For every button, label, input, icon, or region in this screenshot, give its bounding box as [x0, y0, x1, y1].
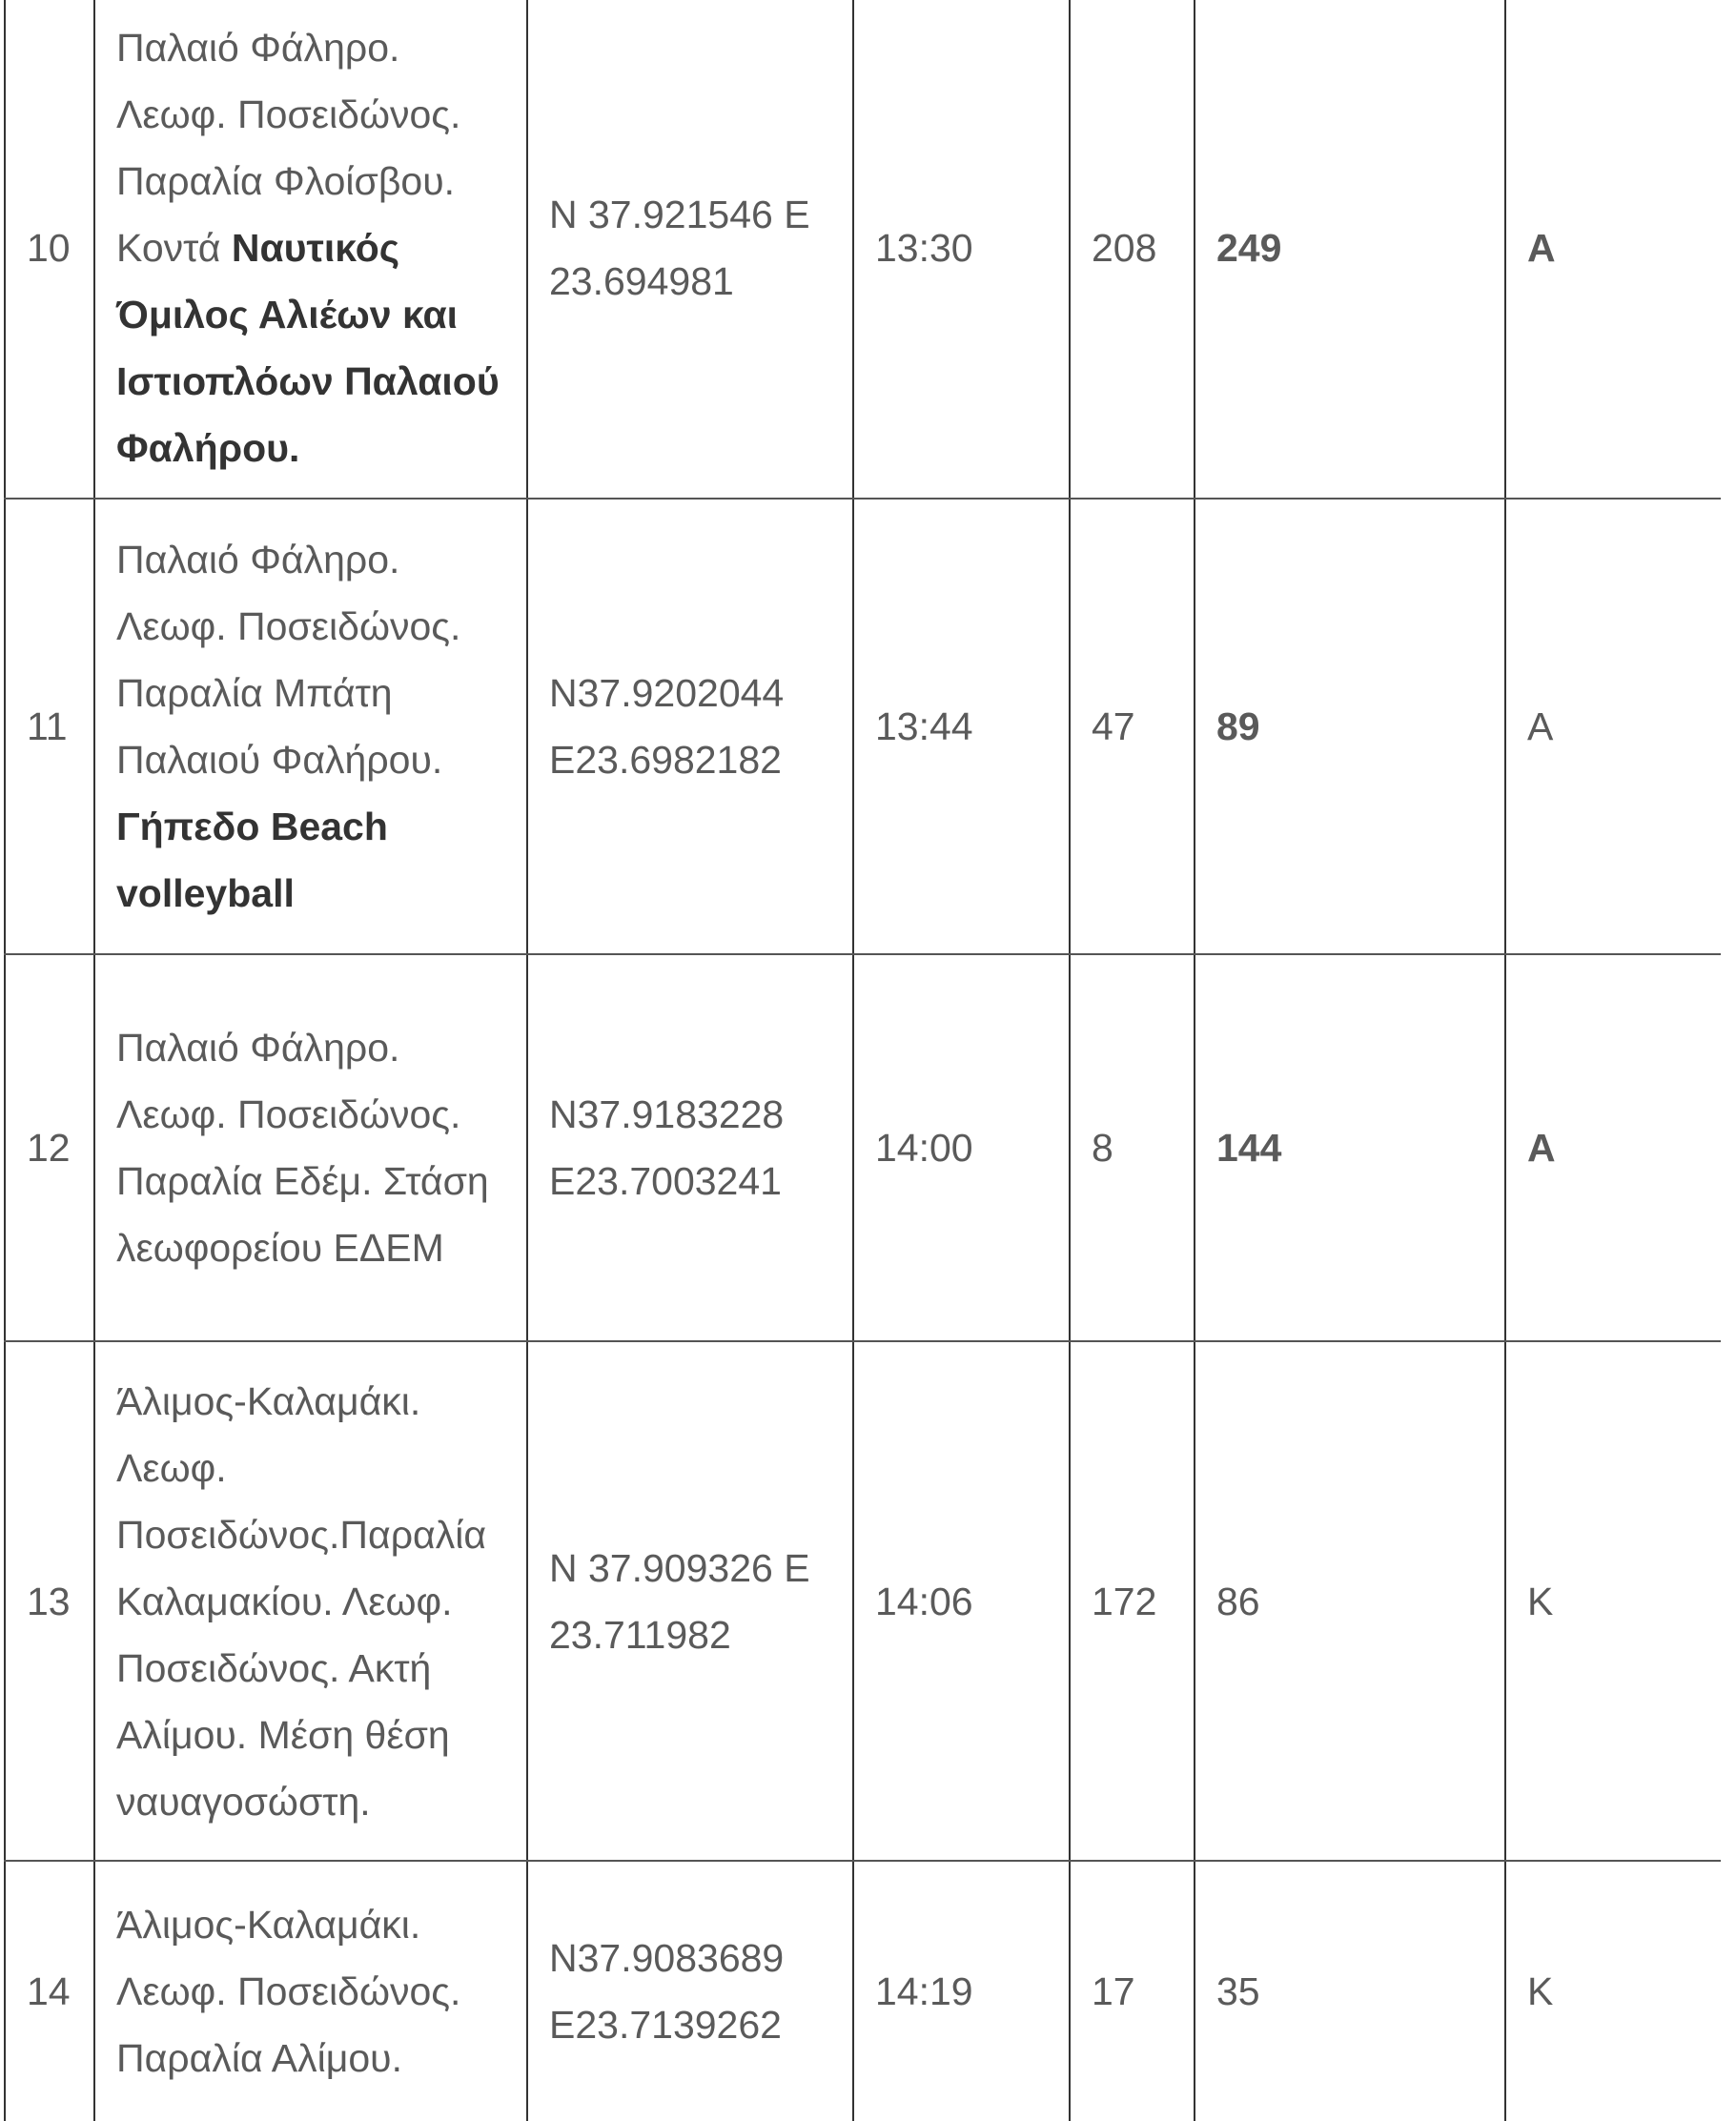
location-cell — [94, 0, 527, 499]
grade-cell: A — [1505, 954, 1721, 1341]
value1-cell: 17 — [1070, 1861, 1195, 2121]
table-row — [5, 0, 1721, 499]
page-margin — [1721, 0, 1736, 2059]
row-number: 11 — [5, 499, 94, 954]
value2-cell: 249 — [1195, 0, 1505, 499]
location-highlight: Γήπεδο Beach volleyball — [116, 805, 388, 915]
table-row — [5, 1861, 1721, 2121]
time-cell: 14:00 — [853, 954, 1070, 1341]
coordinates-cell: N37.9202044 E23.6982182 — [527, 499, 853, 954]
location-cell — [94, 499, 527, 954]
location-text: Άλιμος-Καλαμάκι. Λεωφ. Ποσειδώνος.Παραλία Καλαμακίου. Λεωφ. Ποσειδώνος. Ακτή Αλίμου. Μέση θέση ναυαγοσώστη. — [116, 1378, 487, 1824]
value1-cell: 8 — [1070, 954, 1195, 1341]
table-row — [5, 499, 1721, 954]
location-text: Παλαιό Φάληρο. Λεωφ. Ποσειδώνος. Παραλία Εδέμ. Στάση λεωφορείου ΕΔΕΜ — [116, 1026, 489, 1270]
row-number: 12 — [5, 954, 94, 1341]
time-cell: 13:44 — [853, 499, 1070, 954]
coordinates-cell: N 37.921546 E 23.694981 — [527, 0, 853, 499]
grade-cell: K — [1505, 1861, 1721, 2121]
location-text: Παλαιό Φάληρο. Λεωφ. Ποσειδώνος. Παραλία Φλοίσβου. Κοντά — [116, 26, 461, 270]
grade-cell: K — [1505, 1341, 1721, 1861]
time-cell: 13:30 — [853, 0, 1070, 499]
row-number: 14 — [5, 1861, 94, 2121]
time-cell: 14:19 — [853, 1861, 1070, 2121]
row-number: 13 — [5, 1341, 94, 1861]
location-cell — [94, 1341, 527, 1861]
location-text: Άλιμος-Καλαμάκι. Λεωφ. Ποσειδώνος. Παραλία Αλίμου. — [116, 1903, 461, 2080]
grade-cell: A — [1505, 499, 1721, 954]
row-number: 10 — [5, 0, 94, 499]
time-cell: 14:06 — [853, 1341, 1070, 1861]
grade-cell: A — [1505, 0, 1721, 499]
coordinates-cell: N37.9083689 E23.7139262 — [527, 1861, 853, 2121]
location-highlight: Ναυτικός Όμιλος Αλιέων και Ιστιοπλόων Παλαιού Φαλήρου. — [116, 226, 500, 470]
value1-cell: 47 — [1070, 499, 1195, 954]
table-row — [5, 954, 1721, 1341]
value1-cell: 208 — [1070, 0, 1195, 499]
value2-cell: 144 — [1195, 954, 1505, 1341]
value2-cell: 89 — [1195, 499, 1505, 954]
coordinates-cell: N37.9183228 E23.7003241 — [527, 954, 853, 1341]
location-cell — [94, 954, 527, 1341]
location-text: Παλαιό Φάληρο. Λεωφ. Ποσειδώνος. Παραλία Μπάτη Παλαιού Φαλήρου. — [116, 538, 461, 782]
value2-cell: 86 — [1195, 1341, 1505, 1861]
value1-cell: 172 — [1070, 1341, 1195, 1861]
location-cell — [94, 1861, 527, 2121]
value2-cell: 35 — [1195, 1861, 1505, 2121]
results-table — [4, 0, 1721, 2121]
table-row — [5, 1341, 1721, 1861]
coordinates-cell: N 37.909326 E 23.711982 — [527, 1341, 853, 1861]
